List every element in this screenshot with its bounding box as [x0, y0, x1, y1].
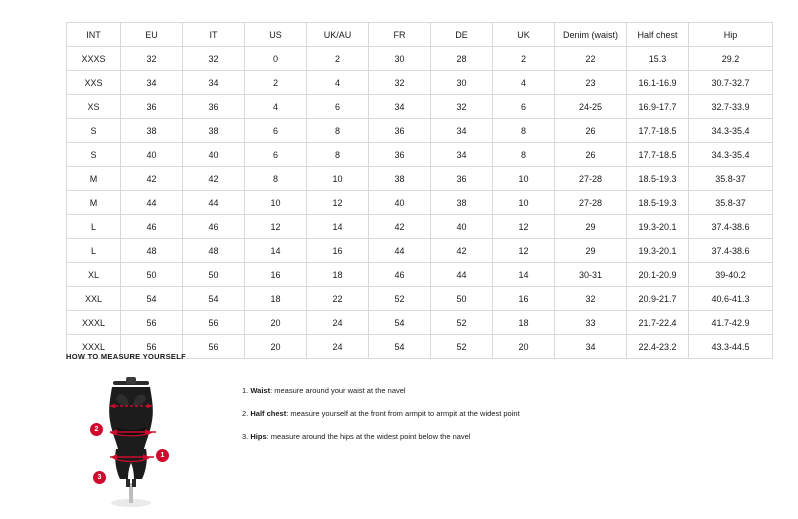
measure-marker-3: 3	[93, 471, 106, 484]
cell-us: 16	[245, 263, 307, 287]
cell-us: 0	[245, 47, 307, 71]
cell-half-chest: 21.7-22.4	[627, 311, 689, 335]
measure-term-hips: Hips	[250, 432, 267, 441]
cell-de: 50	[431, 287, 493, 311]
how-to-measure-section	[66, 352, 746, 510]
cell-denim-waist: 34	[555, 335, 627, 359]
cell-it: 36	[183, 95, 245, 119]
cell-fr: 38	[369, 167, 431, 191]
cell-eu: 40	[121, 143, 183, 167]
cell-uk-au: 10	[307, 167, 369, 191]
cell-us: 18	[245, 287, 307, 311]
cell-uk-au: 6	[307, 95, 369, 119]
measure-text-half-chest: : measure yourself at the front from armpit to armpit at the widest point	[286, 409, 520, 418]
table-row	[67, 119, 773, 143]
cell-it: 42	[183, 167, 245, 191]
cell-fr: 46	[369, 263, 431, 287]
cell-fr: 54	[369, 335, 431, 359]
cell-us: 14	[245, 239, 307, 263]
measure-instruction-waist	[242, 385, 520, 396]
cell-half-chest: 20.9-21.7	[627, 287, 689, 311]
cell-de: 52	[431, 311, 493, 335]
cell-uk: 8	[493, 119, 555, 143]
cell-int: XXS	[67, 71, 121, 95]
column-header-uk: UK	[493, 23, 555, 47]
measure-number-1: 1.	[242, 386, 249, 395]
cell-de: 32	[431, 95, 493, 119]
cell-eu: 46	[121, 215, 183, 239]
how-to-measure-title: HOW TO MEASURE YOURSELF	[66, 352, 186, 361]
cell-int: XL	[67, 263, 121, 287]
cell-half-chest: 16.1-16.9	[627, 71, 689, 95]
cell-denim-waist: 26	[555, 119, 627, 143]
table-row	[67, 287, 773, 311]
cell-it: 34	[183, 71, 245, 95]
cell-int: S	[67, 119, 121, 143]
cell-eu: 56	[121, 311, 183, 335]
cell-it: 56	[183, 335, 245, 359]
cell-us: 6	[245, 143, 307, 167]
cell-it: 38	[183, 119, 245, 143]
cell-hip: 32.7-33.9	[689, 95, 773, 119]
measure-marker-1: 1	[156, 449, 169, 462]
table-row	[67, 143, 773, 167]
cell-fr: 44	[369, 239, 431, 263]
cell-eu: 32	[121, 47, 183, 71]
cell-de: 34	[431, 143, 493, 167]
cell-it: 40	[183, 143, 245, 167]
cell-denim-waist: 27-28	[555, 191, 627, 215]
column-header-de: DE	[431, 23, 493, 47]
cell-us: 20	[245, 335, 307, 359]
cell-de: 34	[431, 119, 493, 143]
cell-fr: 52	[369, 287, 431, 311]
table-header-row	[67, 23, 773, 47]
cell-half-chest: 15.3	[627, 47, 689, 71]
cell-de: 36	[431, 167, 493, 191]
cell-half-chest: 17.7-18.5	[627, 119, 689, 143]
cell-de: 40	[431, 215, 493, 239]
cell-de: 30	[431, 71, 493, 95]
cell-uk: 12	[493, 239, 555, 263]
cell-uk: 20	[493, 335, 555, 359]
cell-hip: 30.7-32.7	[689, 71, 773, 95]
cell-eu: 38	[121, 119, 183, 143]
cell-eu: 36	[121, 95, 183, 119]
cell-eu: 34	[121, 71, 183, 95]
cell-half-chest: 19.3-20.1	[627, 239, 689, 263]
cell-half-chest: 20.1-20.9	[627, 263, 689, 287]
cell-hip: 37.4-38.6	[689, 215, 773, 239]
measure-number-2: 2.	[242, 409, 249, 418]
cell-hip: 35.8-37	[689, 167, 773, 191]
cell-eu: 48	[121, 239, 183, 263]
cell-it: 54	[183, 287, 245, 311]
cell-fr: 36	[369, 143, 431, 167]
cell-it: 56	[183, 311, 245, 335]
how-to-measure-list	[242, 375, 520, 454]
cell-de: 42	[431, 239, 493, 263]
cell-hip: 34.3-35.4	[689, 119, 773, 143]
mannequin-figure	[66, 375, 196, 510]
cell-denim-waist: 29	[555, 215, 627, 239]
cell-hip: 37.4-38.6	[689, 239, 773, 263]
cell-uk-au: 22	[307, 287, 369, 311]
column-header-int: INT	[67, 23, 121, 47]
mannequin-illustration	[66, 375, 196, 510]
cell-hip: 40.6-41.3	[689, 287, 773, 311]
cell-us: 20	[245, 311, 307, 335]
size-table-head	[67, 23, 773, 47]
cell-uk: 18	[493, 311, 555, 335]
cell-eu: 50	[121, 263, 183, 287]
measure-instruction-hips	[242, 431, 520, 442]
column-header-it: IT	[183, 23, 245, 47]
cell-uk-au: 4	[307, 71, 369, 95]
cell-uk: 12	[493, 215, 555, 239]
cell-uk: 8	[493, 143, 555, 167]
table-row	[67, 215, 773, 239]
cell-us: 2	[245, 71, 307, 95]
cell-de: 38	[431, 191, 493, 215]
cell-fr: 32	[369, 71, 431, 95]
cell-it: 48	[183, 239, 245, 263]
size-table-body	[67, 47, 773, 359]
cell-half-chest: 18.5-19.3	[627, 167, 689, 191]
cell-eu: 44	[121, 191, 183, 215]
column-header-hip: Hip	[689, 23, 773, 47]
cell-uk-au: 16	[307, 239, 369, 263]
cell-denim-waist: 30-31	[555, 263, 627, 287]
cell-hip: 29.2	[689, 47, 773, 71]
cell-it: 50	[183, 263, 245, 287]
cell-us: 6	[245, 119, 307, 143]
cell-uk-au: 24	[307, 311, 369, 335]
cell-it: 32	[183, 47, 245, 71]
cell-uk-au: 18	[307, 263, 369, 287]
cell-us: 10	[245, 191, 307, 215]
cell-us: 12	[245, 215, 307, 239]
cell-uk-au: 8	[307, 143, 369, 167]
table-row	[67, 239, 773, 263]
cell-denim-waist: 23	[555, 71, 627, 95]
cell-fr: 40	[369, 191, 431, 215]
cell-int: S	[67, 143, 121, 167]
measure-term-waist: Waist	[250, 386, 271, 395]
cell-hip: 41.7-42.9	[689, 311, 773, 335]
cell-int: XXXS	[67, 47, 121, 71]
cell-denim-waist: 29	[555, 239, 627, 263]
cell-us: 8	[245, 167, 307, 191]
cell-int: L	[67, 215, 121, 239]
cell-int: L	[67, 239, 121, 263]
how-to-measure-body	[66, 375, 746, 510]
column-header-half-chest: Half chest	[627, 23, 689, 47]
cell-half-chest: 22.4-23.2	[627, 335, 689, 359]
cell-fr: 34	[369, 95, 431, 119]
cell-uk-au: 24	[307, 335, 369, 359]
cell-de: 52	[431, 335, 493, 359]
cell-denim-waist: 26	[555, 143, 627, 167]
cell-uk-au: 14	[307, 215, 369, 239]
table-row	[67, 191, 773, 215]
table-row	[67, 167, 773, 191]
cell-int: XXXL	[67, 335, 121, 359]
cell-int: XXXL	[67, 311, 121, 335]
cell-half-chest: 19.3-20.1	[627, 215, 689, 239]
cell-uk: 10	[493, 191, 555, 215]
cell-int: M	[67, 167, 121, 191]
cell-uk: 2	[493, 47, 555, 71]
cell-denim-waist: 22	[555, 47, 627, 71]
cell-int: XS	[67, 95, 121, 119]
cell-uk: 16	[493, 287, 555, 311]
table-row	[67, 95, 773, 119]
cell-uk: 10	[493, 167, 555, 191]
cell-fr: 54	[369, 311, 431, 335]
cell-denim-waist: 32	[555, 287, 627, 311]
size-table	[66, 22, 773, 359]
cell-hip: 34.3-35.4	[689, 143, 773, 167]
cell-uk-au: 2	[307, 47, 369, 71]
cell-fr: 36	[369, 119, 431, 143]
cell-hip: 35.8-37	[689, 191, 773, 215]
cell-denim-waist: 24-25	[555, 95, 627, 119]
column-header-us: US	[245, 23, 307, 47]
cell-denim-waist: 27-28	[555, 167, 627, 191]
cell-de: 44	[431, 263, 493, 287]
measure-instruction-half-chest	[242, 408, 520, 419]
cell-us: 4	[245, 95, 307, 119]
cell-eu: 56	[121, 335, 183, 359]
column-header-uk-au: UK/AU	[307, 23, 369, 47]
size-table-container	[66, 22, 750, 359]
cell-int: XXL	[67, 287, 121, 311]
column-header-denim-waist: Denim (waist)	[555, 23, 627, 47]
table-row	[67, 47, 773, 71]
cell-fr: 30	[369, 47, 431, 71]
cell-it: 46	[183, 215, 245, 239]
cell-hip: 39-40.2	[689, 263, 773, 287]
column-header-eu: EU	[121, 23, 183, 47]
cell-half-chest: 16.9-17.7	[627, 95, 689, 119]
cell-fr: 42	[369, 215, 431, 239]
measure-text-waist: : measure around your waist at the navel	[270, 386, 406, 395]
table-row	[67, 311, 773, 335]
cell-it: 44	[183, 191, 245, 215]
column-header-fr: FR	[369, 23, 431, 47]
cell-uk: 14	[493, 263, 555, 287]
measure-text-hips: : measure around the hips at the widest point below the navel	[266, 432, 471, 441]
cell-uk-au: 8	[307, 119, 369, 143]
cell-uk: 6	[493, 95, 555, 119]
cell-uk-au: 12	[307, 191, 369, 215]
measure-number-3: 3.	[242, 432, 249, 441]
cell-eu: 42	[121, 167, 183, 191]
cell-denim-waist: 33	[555, 311, 627, 335]
cell-half-chest: 17.7-18.5	[627, 143, 689, 167]
cell-int: M	[67, 191, 121, 215]
cell-hip: 43.3-44.5	[689, 335, 773, 359]
measure-marker-2: 2	[90, 423, 103, 436]
cell-eu: 54	[121, 287, 183, 311]
cell-de: 28	[431, 47, 493, 71]
measure-term-half-chest: Half chest	[250, 409, 287, 418]
table-row	[67, 263, 773, 287]
cell-half-chest: 18.5-19.3	[627, 191, 689, 215]
table-row	[67, 71, 773, 95]
cell-uk: 4	[493, 71, 555, 95]
